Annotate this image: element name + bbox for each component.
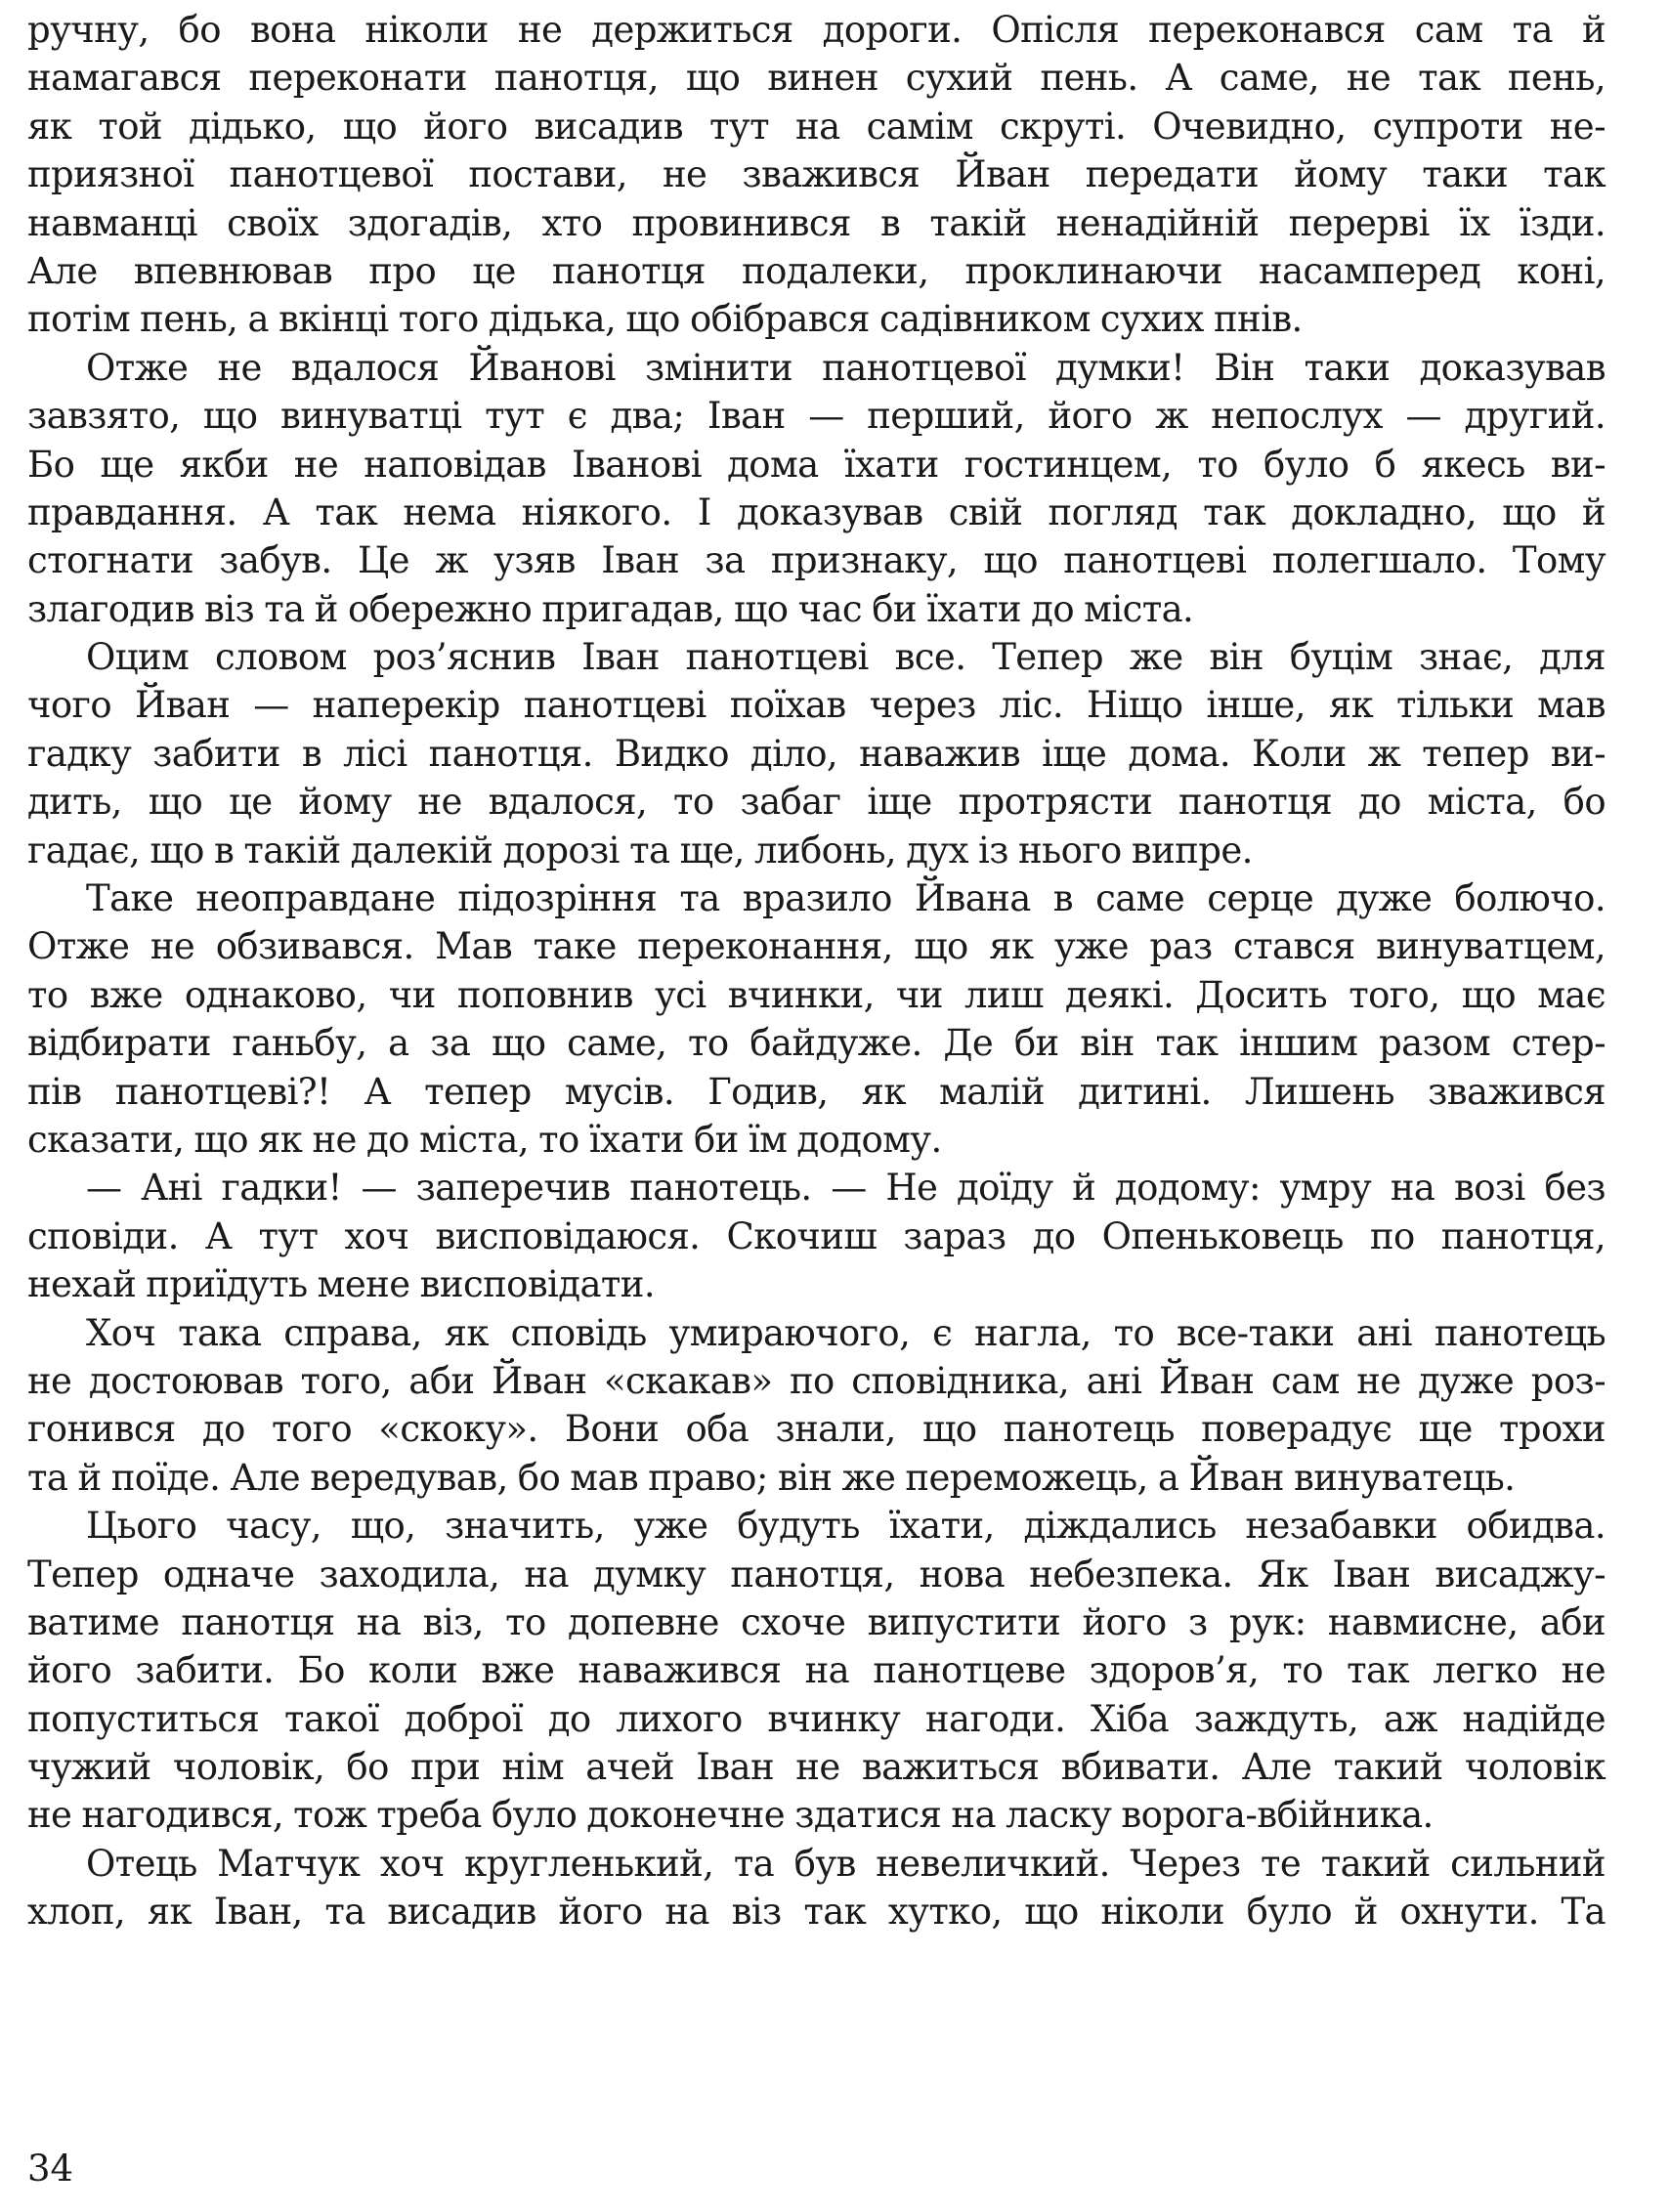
text-line: чого Йван — наперекір панотцеві поїхав через ліс. Ніщо інше, як тільки мав [27, 684, 1606, 727]
paragraph [27, 344, 1606, 633]
text-line: сказати, що як не до міста, то їхати би їм додому. [27, 1118, 942, 1161]
text-line: нехай приїдуть мене висповідати. [27, 1263, 656, 1306]
text-line: приязної панотцевої постави, не зважився Йван передати йому таки так [27, 153, 1606, 196]
text-line: попуститься такої доброї до лихого вчинку нагоди. Хіба заждуть, аж надійде [27, 1697, 1606, 1740]
text-line: чужий чоловік, бо при нім ачей Іван не важиться вбивати. Але такий чоловік [27, 1746, 1606, 1789]
text-line: Тепер одначе заходила, на думку панотця, нова небезпека. Як Іван висаджу- [27, 1553, 1606, 1595]
text-line: сповіди. А тут хоч висповідаюся. Скочиш зараз до Опеньковець по панотця, [27, 1214, 1606, 1257]
text-line: — Ані гадки! — заперечив панотець. — Не доїду й додому: умру на возі без [86, 1167, 1606, 1210]
text-line: потім пень, а вкінці того дідька, що обібрався садівником сухих пнів. [27, 298, 1303, 341]
paragraph [27, 874, 1606, 1164]
paragraph [27, 1840, 1606, 1936]
text-line: не нагодився, тож треба було доконечне здатися на ласку ворога-вбійника. [27, 1794, 1434, 1837]
text-line: гонився до того «скоку». Вони оба знали, що панотець поверадує ще трохи [27, 1408, 1606, 1451]
text-line: Таке неоправдане підозріння та вразило Йвана в саме серце дуже болючо. [86, 877, 1606, 920]
text-line: відбирати ганьбу, а за що саме, то байдуже. Де би він так іншим разом стер- [27, 1022, 1606, 1065]
text-line: Отже не вдалося Йванові змінити панотцевої думки! Він таки доказував [86, 346, 1606, 389]
text-line: завзято, що винуватці тут є два; Іван — перший, його ж непослух — другий. [27, 395, 1606, 438]
text-line: хлоп, як Іван, та висадив його на віз так хутко, що ніколи було й охнути. Та [27, 1891, 1606, 1934]
text-line: Отець Матчук хоч кругленький, та був невеличкий. Через те такий сильний [86, 1842, 1606, 1885]
text-line: Отже не обзивався. Мав таке переконання, що як уже раз стався винуватцем, [27, 925, 1606, 968]
text-line: та й поїде. Але вередував, бо мав право; він же переможець, а Йван винуватець. [27, 1456, 1516, 1499]
text-line: то вже однаково, чи поповнив усі вчинки, чи лиш деякі. Досить того, що має [27, 973, 1606, 1016]
text-line: навманці своїх здогадів, хто провинився в такій ненадійній перерві їх їзди. [27, 201, 1606, 244]
text-line: злагодив віз та й обережно пригадав, що час би їхати до міста. [27, 587, 1194, 630]
text-line: Цього часу, що, значить, уже будуть їхати, діждались незабавки обидва. [86, 1505, 1606, 1548]
text-line: його забити. Бо коли вже наважився на панотцеве здоров’я, то так легко не [27, 1649, 1606, 1692]
paragraph [27, 1309, 1606, 1503]
text-line: гадає, що в такій далекій дорозі та ще, либонь, дух із нього випре. [27, 829, 1253, 872]
page-number: 34 [27, 2148, 74, 2190]
text-line: Але впевнював про це панотця подалеки, проклинаючи насамперед коні, [27, 249, 1606, 292]
paragraph [27, 6, 1606, 344]
text-line: намагався переконати панотця, що винен сухий пень. А саме, не так пень, [27, 57, 1606, 100]
text-line: Хоч така справа, як сповідь умираючого, є нагла, то все-таки ані панотець [86, 1311, 1606, 1354]
text-line: не достоював того, аби Йван «скакав» по сповідника, ані Йван сам не дуже роз- [27, 1359, 1606, 1402]
text-line: дить, що це йому не вдалося, то забаг іще протрясти панотця до міста, бо [27, 781, 1606, 824]
paragraph [27, 1502, 1606, 1840]
text-line: Оцим словом роз’яснив Іван панотцеві все. Тепер же він буцім знає, для [86, 636, 1606, 679]
text-line: стогнати забув. Це ж узяв Іван за признаку, що панотцеві полегшало. Тому [27, 539, 1606, 582]
paragraph [27, 633, 1606, 874]
paragraph [27, 1164, 1606, 1308]
text-line: Бо ще якби не наповідав Іванові дома їхати гостинцем, то було б якесь ви- [27, 443, 1606, 486]
text-line: гадку забити в лісі панотця. Видко діло, наважив іще дома. Коли ж тепер ви- [27, 732, 1606, 775]
text-line: пів панотцеві?! А тепер мусів. Годив, як малій дитині. Лишень зважився [27, 1070, 1606, 1113]
body-text [27, 6, 1606, 1936]
text-line: ручну, бо вона ніколи не держиться дороги. Опісля переконався сам та й [27, 9, 1606, 51]
text-line: ватиме панотця на віз, то допевне схоче випустити його з рук: навмисне, аби [27, 1600, 1606, 1643]
text-line: правдання. А так нема ніякого. І доказував свій погляд так докладно, що й [27, 490, 1606, 533]
text-line: як той дідько, що його висадив тут на самім скруті. Очевидно, супроти не- [27, 105, 1606, 148]
